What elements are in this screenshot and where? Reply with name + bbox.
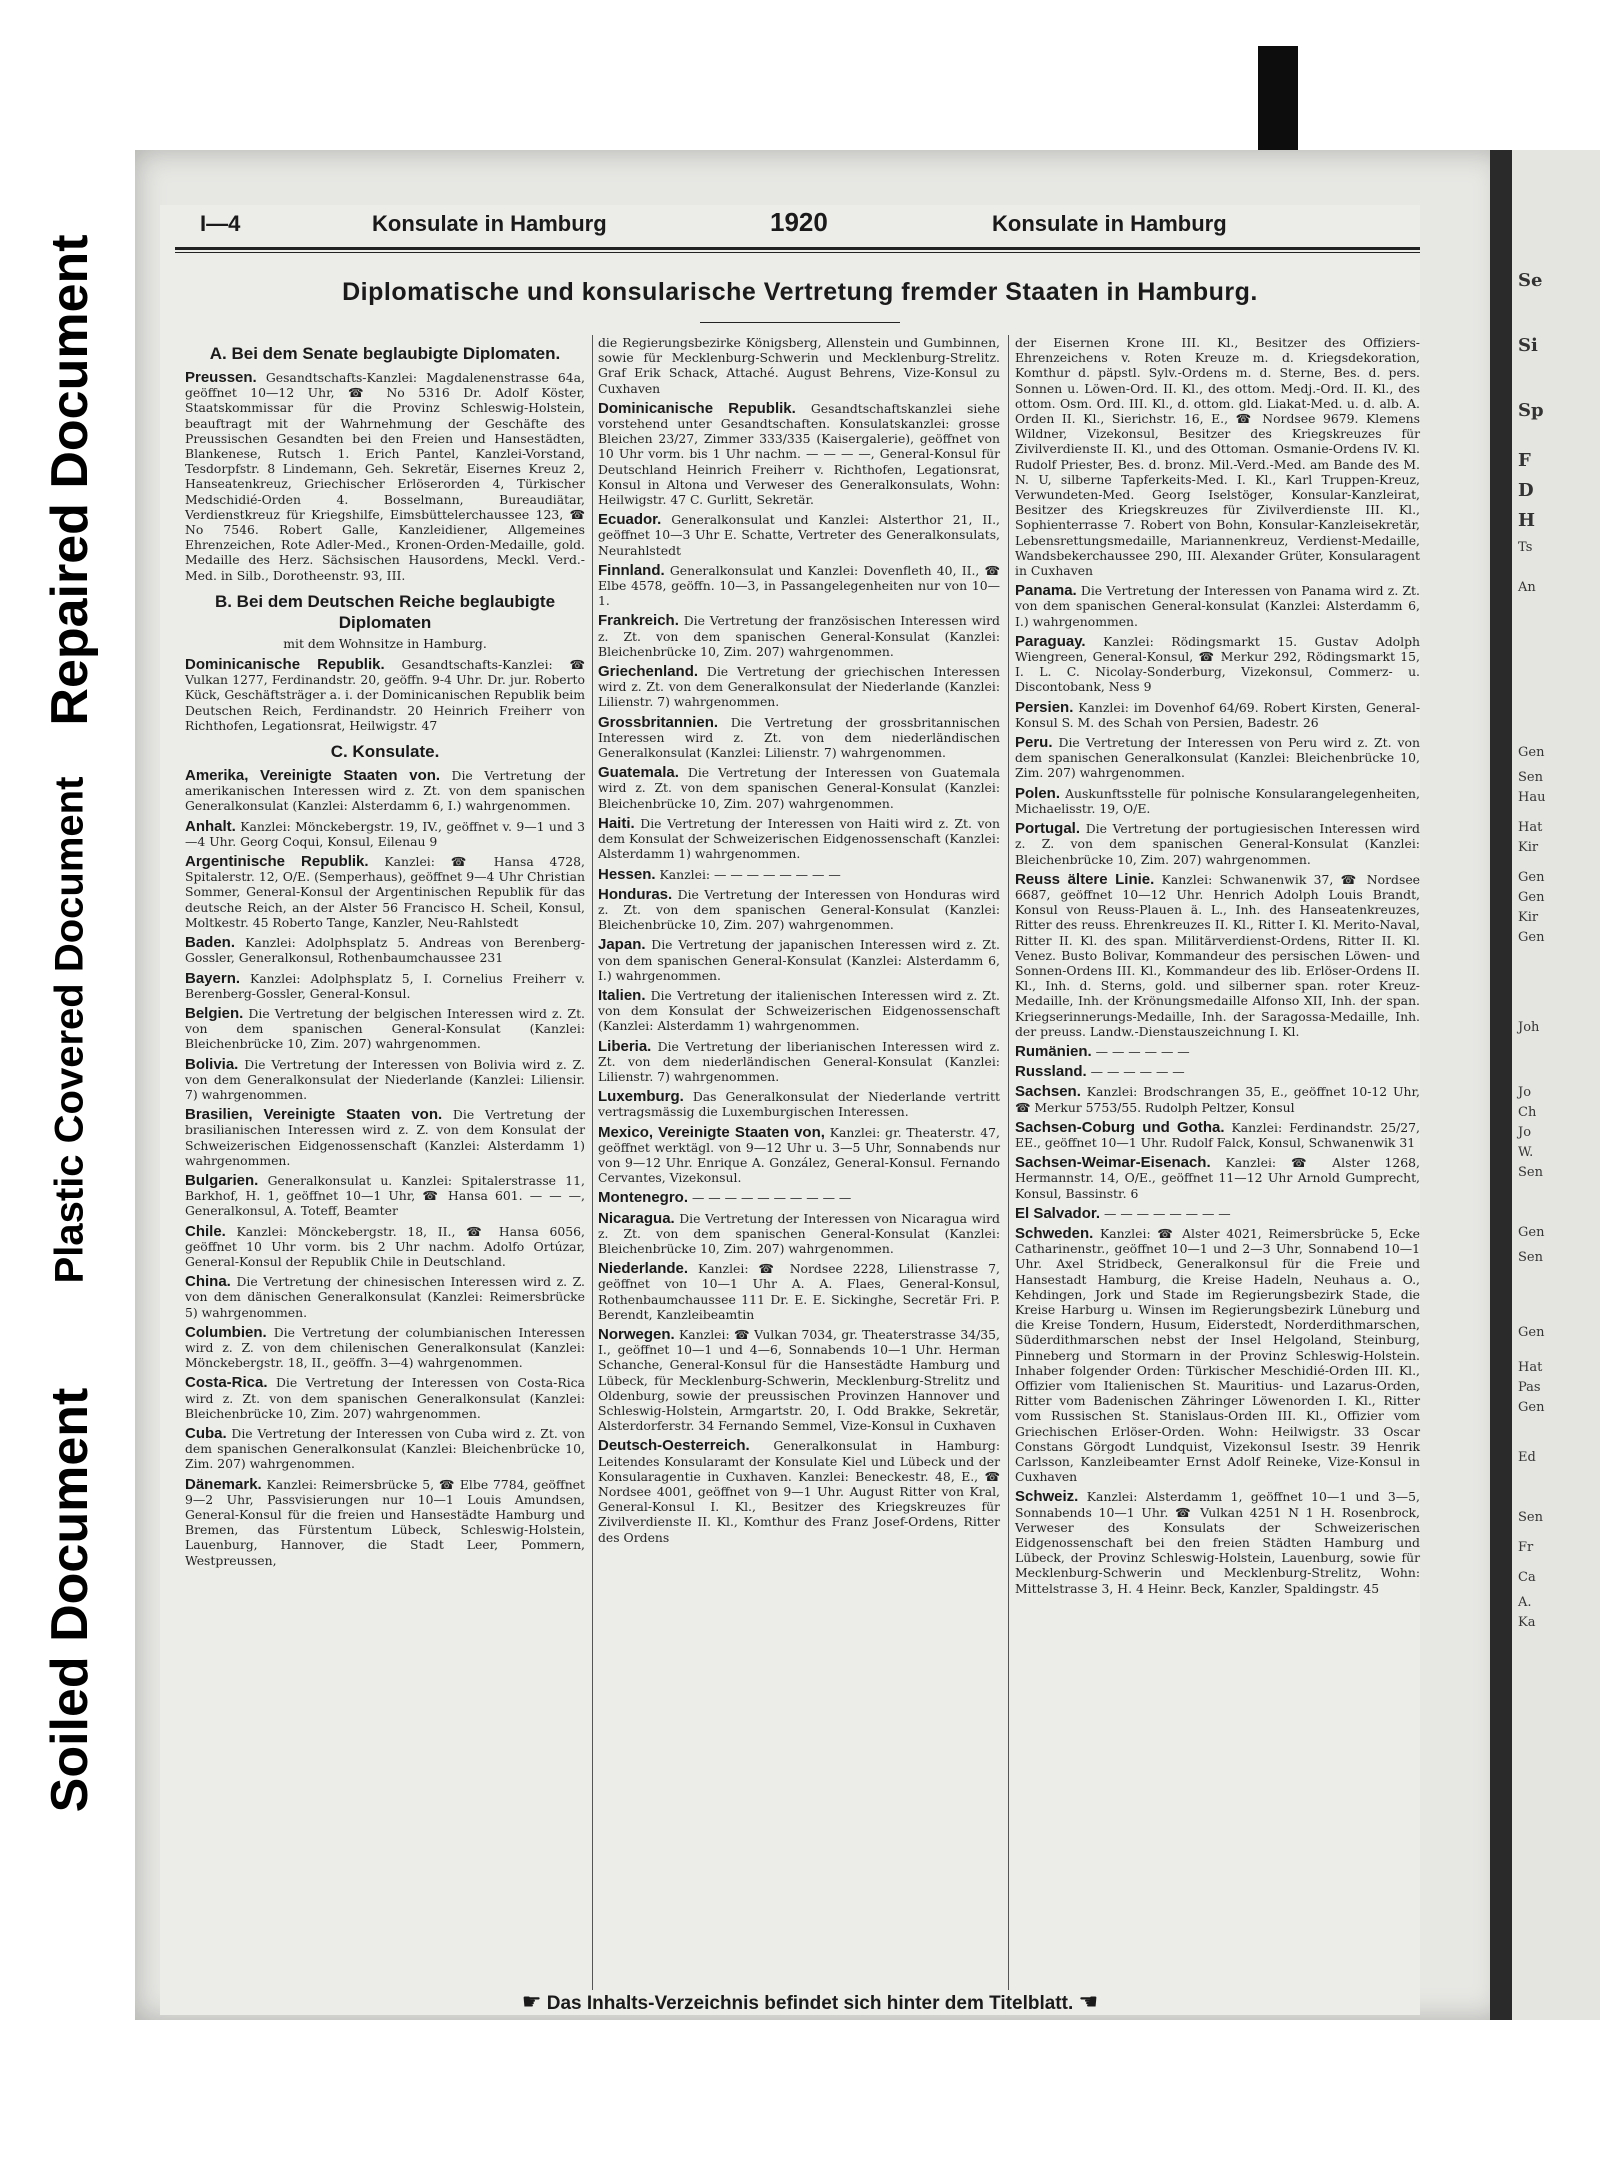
consulate-entry <box>185 1426 585 1472</box>
consulate-entry <box>185 1477 585 1568</box>
entry-country: Italien. <box>598 986 646 1004</box>
entry-text: Kanzlei: Mönckebergstr. 18, II., ☎ Hansa 6056, geöffnet 10 Uhr vorm. bis 2 Uhr nachm. Adolfo Ortúzar, General-Konsul der Republik Chile in Deutschland. <box>185 1223 585 1269</box>
consulate-entry <box>185 1173 585 1219</box>
next-page-text-fragment: Hat <box>1518 1360 1543 1375</box>
entry-country: Mexico, Vereinigte Staaten von, <box>598 1123 825 1141</box>
entry-country: Montenegro. <box>598 1189 688 1207</box>
next-page-text-fragment: Ed <box>1518 1450 1536 1465</box>
consulate-entry <box>598 1327 1000 1433</box>
entry-country: Polen. <box>1015 784 1061 802</box>
consulate-entry <box>1015 1226 1420 1484</box>
consulate-entry <box>598 867 1000 882</box>
column-3 <box>1015 335 1420 1601</box>
next-page-text-fragment: Hat <box>1518 820 1543 835</box>
consulate-entry <box>185 1274 585 1320</box>
header-page-number: I—4 <box>200 211 241 236</box>
entry-country: Nicaragua. <box>598 1209 675 1227</box>
entry-country: Frankreich. <box>598 612 679 630</box>
entry-country: Peru. <box>1015 734 1053 752</box>
entry-text: die Regierungsbezirke Königsberg, Allenstein und Gumbinnen, sowie für Mecklenburg-Schwerin und Mecklenburg-Strelitz. Graf Erik Schack, Attaché. August Behrens, Vize-Konsul zu Cuxhaven <box>598 335 1000 396</box>
column-separator <box>1008 335 1009 1990</box>
consulate-entry <box>598 887 1000 933</box>
entry-country: Anhalt. <box>185 817 236 835</box>
entry-text: Kanzlei: — — — — — — — — <box>659 866 841 882</box>
consulate-entry <box>598 1261 1000 1322</box>
next-page-text-fragment: H <box>1518 510 1536 531</box>
entry-text: Die Vertretung der Interessen von Cuba wird z. Zt. von dem spanischen Generalkonsulat (Kanzlei: Bleichenbrücke 10, Zim. 207) wahrgenommen. <box>185 1425 585 1472</box>
entry-text: Die Vertretung der Interessen von Bolivia wird z. Z. von dem Generalkonsulat der Niederlande (Kanzlei: Liliensir. 7) wahrgenommen. <box>185 1056 585 1102</box>
entry-text: Die Vertretung der portugiesischen Interessen wird z. Z. von dem spanischen General-Konsulat (Kanzlei: Bleichenbrücke 10, Zim. 207) wahrgenommen. <box>1015 821 1420 867</box>
entry-country: Rumänien. <box>1015 1042 1092 1060</box>
consulate-entry <box>598 988 1000 1034</box>
entry-country: Belgien. <box>185 1004 244 1022</box>
next-page-text-fragment: Ca <box>1518 1570 1536 1585</box>
consulate-entry <box>185 1107 585 1168</box>
entry-text: Die Vertretung der Interessen von Guatemala wird z. Zt. von dem spanischen General-Konsulat (Kanzlei: Bleichenbrücke 10, Zim. 207) wahrgenommen. <box>598 765 1000 811</box>
entry-country: Russland. <box>1015 1063 1087 1081</box>
entry-text: Die Vertretung der grossbritannischen Interessen wird z. Zt. von dem niederländischen Generalkonsulat (Kanzlei: Lilienstr. 7) wahrgenommen. <box>598 714 1000 761</box>
entry-text: Die Vertretung der liberianischen Interessen wird z. Zt. von dem niederländischen General-Konsulat (Kanzlei: Lilienstr. 7) wahrgenommen. <box>598 1038 1000 1084</box>
consulate-entry <box>1015 821 1420 867</box>
consulate-entry <box>598 335 1000 396</box>
entry-text: Kanzlei: Schwanenwik 37, ☎ Nordsee 6687, geöffnet 10—12 Uhr. Henrich Adolph Louis Brandt, Konsul von Reuss-Plauen ä. L., Inh. des Hanseatenkreuzes, Ritter des reuss. Ehrenkreuzes II. Kl., Ritter I. Kl. Merito-Naval, Ritter II. Kl. des span. Militärverdienst-Ordens, Ritter II. Kl. Venez. Busto Bolivar, Kommandeur des persischen Löwen- und Sonnen-Ordens III. Kl., Kommandeur des lib. Erlöser-Ordens II. Kl., Inh. d. Sterns, gold. und silberner span. roter Kreuz-Medaille, Inh. der Krönungsmedaille Alfonso XII, Inh. der span. Kriegserinnerungs-Medaille, Inh. der Saragossa-Medaille, Inh. der preuss. Landw.-Dienstauszeichnung I. Kl. <box>1015 871 1420 1039</box>
entry-text: Die Vertretung der französischen Interessen wird z. Zt. von dem spanischen General-Konsulat (Kanzlei: Bleichenbrücke 10, Zim. 207) wahrgenommen. <box>598 613 1000 659</box>
entry-country: China. <box>185 1273 231 1291</box>
consulate-entry <box>185 1325 585 1371</box>
next-page-text-fragment: Gen <box>1518 930 1545 945</box>
pointing-hand-icon: ☛ <box>521 1990 542 2015</box>
consulate-entry <box>1015 1044 1420 1059</box>
entry-country: Dominicanische Republik. <box>185 656 385 674</box>
section-c-heading: C. Konsulate. <box>330 742 440 762</box>
entry-text: Kanzlei: gr. Theaterstr. 47, geöffnet werktägl. von 9—12 Uhr u. 3—5 Uhr, Sonnabends nur von 9—12 Uhr. Enrique A. González, General-Konsul. Fernando Cervantes, Vizekonsul. <box>598 1124 1000 1186</box>
next-page-text-fragment: F <box>1518 450 1531 471</box>
pointing-hand-icon-right: ☚ <box>1078 1990 1099 2015</box>
scan-edge-strip <box>1258 46 1298 166</box>
entry-text: — — — — — — — — <box>1104 1205 1231 1221</box>
consulate-entry <box>1015 1084 1420 1114</box>
side-labels <box>0 0 140 2177</box>
entry-text: Kanzlei: Brodschrangen 35, E., geöffnet 10-12 Uhr, ☎ Merkur 5753/55. Rudolph Peltzer, Konsul <box>1015 1084 1420 1115</box>
entry-text: Das Generalkonsulat der Niederlande vertritt vertragsmässig die Luxemburgischen Interessen. <box>598 1089 1000 1120</box>
consulate-entry <box>1015 1206 1420 1221</box>
entry-country: Brasilien, Vereinigte Staaten von. <box>185 1106 443 1124</box>
entry-country: Baden. <box>185 934 236 952</box>
entry-text: Gesandtschaftskanzlei siehe vorstehend unter Gesandtschaften. Konsulatskanzlei: grosse Bleichen 23/27, Zimmer 333/335 (Kaisergalerie), geöffnet von 10 Uhr vorm. bis 1 Uhr nachm. — — — —, General-Konsul für Deutschland Heinrich Freiherr v. Richthofen, Legationsrat, Konsul in Altona und Verweser des Generalkonsulats, Wohn: Heilwigstr. 47 C. Gurlitt, Sekretär. <box>598 400 1000 508</box>
next-page-text-fragment: D <box>1518 480 1534 501</box>
entry-country: Niederlande. <box>598 1260 689 1278</box>
entry-country: Griechenland. <box>598 663 699 681</box>
entry-text: Auskunftsstelle für polnische Konsularangelegenheiten, Michaelisstr. 19, O/E. <box>1015 785 1420 816</box>
consulate-entry <box>598 1438 1000 1544</box>
next-page-text-fragment: Jo <box>1518 1085 1532 1100</box>
entry-text: Die Vertretung der Interessen von Costa-Rica wird z. Zt. von dem spanischen Generalkonsulat (Kanzlei: Bleichenbrücke 10, Zim. 207) wahrgenommen. <box>185 1375 585 1421</box>
entry-text: Die Vertretung der griechischen Interessen wird z. Zt. von dem Generalkonsulat der Niederlande (Kanzlei: Lilienstr. 7) wahrgenommen. <box>598 664 1000 710</box>
consulate-entry <box>598 1190 1000 1205</box>
consulate-entry <box>185 657 585 733</box>
entry-country: Luxemburg. <box>598 1088 684 1106</box>
entry-country: Japan. <box>598 936 646 954</box>
consulate-entry <box>185 854 585 930</box>
entry-country: Sachsen-Coburg und Gotha. <box>1015 1118 1225 1136</box>
entry-country: Schweiz. <box>1015 1488 1079 1506</box>
entry-country: Costa-Rica. <box>185 1374 268 1392</box>
next-page-text-fragment: Ts <box>1518 540 1533 555</box>
entry-text: Die Vertretung der Interessen von Nicaragua wird z. Zt. von dem spanischen General-Konsulat (Kanzlei: Bleichenbrücke 10, Zim. 207) wahrgenommen. <box>598 1210 1000 1256</box>
consulate-entry <box>185 819 585 849</box>
consulate-entry <box>1015 1489 1420 1595</box>
entry-country: Bayern. <box>185 969 241 987</box>
title-rule <box>700 322 900 323</box>
entry-country: Sachsen. <box>1015 1083 1081 1101</box>
consulate-entry <box>598 1211 1000 1257</box>
entry-text: Kanzlei: Adolphsplatz 5. Andreas von Berenberg-Gossler, Generalkonsul, Rothenbaumchaussee 231 <box>185 935 585 966</box>
entry-text: Die Vertretung der Interessen von Honduras wird z. Zt. von dem spanischen General-Konsulat (Kanzlei: Bleichenbrücke 10, Zim. 207) wahrgenommen. <box>598 886 1000 933</box>
entry-country: Dänemark. <box>185 1475 262 1493</box>
entry-text: Kanzlei: Reimersbrücke 5, ☎ Elbe 7784, geöffnet 9—2 Uhr, Passvisierungen nur 10—1 Louis Amundsen, General-Konsul für die freien und Hansestädte Hamburg und Bremen, das Fürstentum Lübeck, Schleswig-Holstein, Lauenburg, Hannover, die Stadt Leer, Pommern, Westpreussen, <box>185 1476 585 1568</box>
consulate-entry <box>185 1224 585 1270</box>
consulate-entry <box>185 370 585 583</box>
entry-country: Deutsch-Oesterreich. <box>598 1437 750 1455</box>
entry-country: Amerika, Vereinigte Staaten von. <box>185 767 441 785</box>
entry-country: Persien. <box>1015 698 1074 716</box>
next-page-text-fragment: A. <box>1518 1595 1532 1610</box>
entry-text: Kanzlei: ☎ Vulkan 7034, gr. Theaterstrasse 34/35, I., geöffnet 10—1 und 4—6, Sonnabends 10—1 Uhr. Herman Schanche, General-Konsul für die Hansestädte Hamburg und Lübeck, für Mecklenburg-Schwerin, Mecklenburg-Strelitz und Oldenburg, sowie der preussischen Provinzen Hannover und Schleswig-Holstein, Armgartstr. 20, I. Odd Brakke, Sekretär, Alsterdorferstr. 34 Fernando Semmel, Vize-Konsul in Cuxhaven <box>598 1326 1000 1434</box>
header-left-title: Konsulate in Hamburg <box>372 211 607 236</box>
entry-country: Portugal. <box>1015 820 1081 838</box>
entry-text: Kanzlei: Adolphsplatz 5, I. Cornelius Freiherr v. Berenberg-Gossler, General-Konsul. <box>185 970 585 1001</box>
entry-country: Schweden. <box>1015 1224 1094 1242</box>
entry-text: Die Vertretung der Interessen von Peru wird z. Zt. von dem spanischen Generalkonsulat (Kanzlei: Bleichenbrücke 10, Zim. 207) wahrgenommen. <box>1015 735 1420 781</box>
consulate-entry <box>598 1125 1000 1186</box>
consulate-entry <box>1015 634 1420 695</box>
next-page-text-fragment: Joh <box>1518 1020 1540 1035</box>
entry-text: Die Vertretung der Interessen von Haiti wird z. Zt. von dem Konsulat der Schweizerischen Eidgenossenschaft (Kanzlei: Alsterdamm 1) wahrgenommen. <box>598 815 1000 862</box>
entry-text: — — — — — — <box>1090 1064 1185 1080</box>
next-page-text-fragment: Gen <box>1518 745 1545 760</box>
consulate-entry <box>1015 700 1420 730</box>
consulate-entry <box>185 768 585 814</box>
entry-text: Generalkonsulat und Kanzlei: Dovenfleth 40, II., ☎ Elbe 4578, geöffn. 10—3, in Passangelegenheiten nur von 10—1. <box>598 562 1000 609</box>
consulate-entry <box>185 935 585 965</box>
consulate-entry <box>1015 872 1420 1039</box>
consulate-entry <box>185 971 585 1001</box>
entry-text: Die Vertretung der chinesischen Interessen wird z. Z. von dem dänischen Generalkonsulat (Kanzlei: Reimersbrücke 5) wahrgenommen. <box>185 1274 585 1320</box>
entry-text: — — — — — — <box>1095 1043 1190 1059</box>
entry-text: Generalkonsulat u. Kanzlei: Spitalerstrasse 11, Barkhof, H. 1, geöffnet 10—1 Uhr, ☎ Hansa 601. — — —, Generalkonsul, A. Toteff, Beamter <box>185 1172 585 1219</box>
column-1 <box>185 335 585 1573</box>
next-page-text-fragment: Pas <box>1518 1380 1541 1395</box>
entry-text: Gesandtschafts-Kanzlei: Magdalenenstrasse 64a, geöffnet 10—12 Uhr, ☎ No 5316 Dr. Adolf Köster, Staatskommissar für die Provinz Schleswig-Holstein, beauftragt mit der Wahrnehmung der Geschäfte des Preussischen Gesandten bei den Freien und Hansestädten, Blankenese, Rutsch 1. Erich Pantel, Kanzlei-Vorstand, Tesdorpfstr. 8 Lindemann, Geh. Sekretär, Eisernes Kreuz 2, Hanseatenkreuz, Griechischer Erlöserorden 4, Türkischer Medschidié-Orden 4. Bosselmann, Bureaudiätar, Verdienstkreuz für Kriegshilfe, Eimsbüttelerchaussee 123, ☎ No 7546. Robert Galle, Kanzleidiener, Allgemeines Ehrenzeichen, Rote Adler-Med., Kronen-Orden-Medaille, gold. Medaille des Herz. Sächsischen Hausordens, Meckl. Verd.-Med. in Silb., Dorotheenstr. 93, III. <box>185 370 585 583</box>
column-separator <box>592 335 593 1990</box>
consulate-entry <box>598 765 1000 811</box>
entry-text: Die Vertretung der japanischen Interessen wird z. Zt. von dem spanischen General-Konsulat (Kanzlei: Alsterdamm 6, I.) wahrgenommen. <box>598 937 1000 983</box>
entry-text: Kanzlei: Mönckebergstr. 19, IV., geöffnet v. 9—1 und 3—4 Uhr. Georg Coqui, Konsul, Eilenau 9 <box>185 818 585 849</box>
page-title: Diplomatische und konsularische Vertretung fremder Staaten in Hamburg. <box>342 278 1258 306</box>
next-page-text-fragment: Kir <box>1518 910 1539 925</box>
next-page-text-fragment: Sp <box>1518 400 1544 421</box>
consulate-entry <box>598 563 1000 609</box>
consulate-entry <box>598 715 1000 761</box>
next-page-text-fragment: An <box>1518 580 1536 595</box>
next-page-text-fragment: Si <box>1518 335 1538 356</box>
entry-country: Norwegen. <box>598 1325 675 1343</box>
entry-country: Guatemala. <box>598 764 679 782</box>
page-header <box>200 205 1420 245</box>
entry-text: der Eisernen Krone III. Kl., Besitzer des Offiziers-Ehrenzeichens v. Roten Kreuze m. d. Kriegsdekoration, Komthur d. päpstl. Sylv.-Ordens m. d. Sterne, Bes. d. pers. Sonnen u. Löwen-Ord. II. Kl., des ottom. Medj.-Ord. II. Kl., des ottom. Osm. Ord. III. Kl., d. ottom. gld. Liakat-Med. u. d. alb. A. Orden II. Kl., Sierichstr. 16, E., ☎ Nordsee 9679. Klemens Wildner, Vizekonsul, Besitzer des Kriegskreuzes für Zivilverdienste II. Kl., und des Ottoman. Osmanie-Ordens IV. Kl. Rudolf Priester, Bes. d. bronz. Mil.-Verd.-Med. am Bande des M. N. U, silberne Tapferkeits-Med. I. Kl., Karl Truppen-Kreuz, Verwundeten-Med. Georg Iselstöger, Konsular-Kanzleirat, Besitzer des Kriegskreuzes für Zivilverdienste III. Kl., Sophienterrasse 7. Robert von Bohn, Konsular-Kanzleisekretär, Lebensrettungsmedaille, Mariannenkreuz, Verdienst-Medaille, Wandsbekerchaussee 290, III. Alexander Grüter, Konsularagent in Cuxhaven <box>1015 335 1420 579</box>
header-right-title: Konsulate in Hamburg <box>992 211 1227 236</box>
next-page-text-fragment: Sen <box>1518 1250 1543 1265</box>
entry-text: Die Vertretung der brasilianischen Interessen wird z. Z. von dem Konsulat der Schweizerischen Eidgenossenschaft (Kanzlei: Alsterdamm 1) wahrgenommen. <box>185 1107 585 1168</box>
entry-text: Die Vertretung der belgischen Interessen wird z. Zt. von dem spanischen General-Konsulat (Kanzlei: Bleichenbrücke 10, Zim. 207) wahrgenommen. <box>185 1005 585 1052</box>
next-page-text-fragment: Gen <box>1518 870 1545 885</box>
next-page-text-fragment: Sen <box>1518 770 1543 785</box>
footer-text: Das Inhalts-Verzeichnis befindet sich hinter dem Titelblatt. <box>546 1993 1074 2014</box>
next-page-text-fragment: Ka <box>1518 1615 1536 1630</box>
header-rule <box>175 247 1420 250</box>
section-b-heading: B. Bei dem Deutschen Reiche beglaubigte Diplomaten <box>214 591 556 632</box>
entry-country: Ecuador. <box>598 511 662 529</box>
entry-country: Argentinische Republik. <box>185 853 369 871</box>
next-page-text-fragment: Ch <box>1518 1105 1537 1120</box>
consulate-entry <box>185 1375 585 1421</box>
entry-text: Kanzlei: ☎ Hansa 4728, Spitalerstr. 12, O/E. (Semperhaus), geöffnet 9—4 Uhr Christian Sommer, General-Konsul der Argentinischen Republik für das deutsche Reich, an der Alster 56 Francisco H. Scheil, Konsul, Moltkestr. 45 Roberto Tange, Kanzler, Neu-Rahlstedt <box>185 854 585 930</box>
entry-text: Die Vertretung der amerikanischen Interessen wird z. Zt. von dem spanischen Generalkonsulat (Kanzlei: Alsterdamm 6, I.) wahrgenommen. <box>185 768 585 814</box>
entry-text: Kanzlei: ☎ Alster 1268, Hermannstr. 14, O/E., geöffnet 11—12 Uhr Arnold Gumprecht, Konsul, Bassinstr. 6 <box>1015 1155 1420 1201</box>
consulate-entry <box>598 664 1000 710</box>
next-page-text-fragment: Kir <box>1518 840 1539 855</box>
page-footer <box>200 1990 1420 2015</box>
header-rule-thin <box>175 252 1420 253</box>
entry-country: Grossbritannien. <box>598 713 719 731</box>
next-page-text-fragment: Gen <box>1518 1400 1545 1415</box>
consulate-entry <box>598 613 1000 659</box>
entry-country: Preussen. <box>185 369 257 386</box>
consulate-entry <box>185 1057 585 1103</box>
entry-text: Die Vertretung der columbianischen Interessen wird z. Z. von dem chilenischen Generalkonsulat (Kanzlei: Mönckebergstr. 18, II., geöffn. 3—4) wahrgenommen. <box>185 1324 585 1371</box>
section-a-heading: A. Bei dem Senate beglaubigte Diplomaten. <box>209 344 561 363</box>
next-page-text-fragment: Sen <box>1518 1165 1543 1180</box>
entry-country: Dominicanische Republik. <box>598 399 796 417</box>
entry-country: Hessen. <box>598 865 656 883</box>
entry-text: — — — — — — — — — — <box>691 1190 852 1206</box>
consulate-entry <box>1015 735 1420 781</box>
consulate-entry <box>598 816 1000 862</box>
entry-country: Finnland. <box>598 561 665 579</box>
consulate-entry <box>1015 1120 1420 1150</box>
consulate-entry <box>1015 335 1420 578</box>
next-page-text-fragment: Jo <box>1518 1125 1532 1140</box>
consulate-entry <box>1015 786 1420 816</box>
entry-text: Kanzlei: ☎ Nordsee 2228, Lilienstrasse 7, geöffnet von 10—1 Uhr A. A. Flaes, General-Konsul, Rothenbaumchaussee 111 Dr. E. E. Sickinghe, Secretär Fri. P. Berendt, Kanzleibeamtin <box>598 1261 1000 1322</box>
entry-country: Haiti. <box>598 814 635 832</box>
soiled-label: Soiled Document <box>41 1387 99 1813</box>
next-page-text-fragment: Fr <box>1518 1540 1534 1555</box>
section-b-subheading: mit dem Wohnsitze in Hamburg. <box>283 635 487 651</box>
consulate-entry <box>185 1006 585 1052</box>
consulate-entry <box>598 512 1000 558</box>
entry-country: Chile. <box>185 1222 226 1240</box>
consulate-entry <box>598 1089 1000 1119</box>
entry-country: Reuss ältere Linie. <box>1015 870 1155 888</box>
next-page-text-fragment: Gen <box>1518 890 1545 905</box>
next-page-text-fragment: Se <box>1518 270 1543 291</box>
book-gutter <box>1490 150 1512 2020</box>
entry-text: Kanzlei: im Dovenhof 64/69. Robert Kirsten, General-Konsul S. M. des Schah von Persien, Badestr. 26 <box>1015 699 1420 730</box>
consulate-entry <box>598 1039 1000 1085</box>
consulate-entry <box>1015 1064 1420 1079</box>
entry-text: Gesandtschafts-Kanzlei: ☎ Vulkan 1277, Ferdinandstr. 20, geöffn. 9-4 Uhr. Dr. jur. Roberto Kück, Geschäftsträger a. i. der Dominicanischen Republik beim Deutschen Reich, Ferdinandstr. 20 Heinrich Freiherr von Richthofen, Legationsrat, Heilwigstr. 47 <box>185 657 585 733</box>
entry-country: Bulgarien. <box>185 1171 259 1189</box>
entry-country: Liberia. <box>598 1037 652 1055</box>
column-2 <box>598 335 1000 1550</box>
entry-country: El Salvador. <box>1015 1204 1101 1222</box>
next-page-text-fragment: Gen <box>1518 1225 1545 1240</box>
entry-text: Generalkonsulat und Kanzlei: Alsterthor 21, II., geöffnet 10—3 Uhr E. Schatte, Vertreter des Generalkonsulats, Neurahlstedt <box>598 512 1000 558</box>
next-page-fragment <box>1512 150 1600 2020</box>
entry-country: Paraguay. <box>1015 632 1086 650</box>
next-page-text-fragment: Hau <box>1518 790 1546 805</box>
next-page-text-fragment: Gen <box>1518 1325 1545 1340</box>
entry-country: Columbien. <box>185 1323 267 1341</box>
plastic-covered-label: Plastic Covered Document <box>47 776 92 1284</box>
consulate-entry <box>1015 583 1420 629</box>
entry-text: Kanzlei: ☎ Alster 4021, Reimersbrücke 5, Ecke Catharinenstr., geöffnet 10—1 und 2—3 Uhr, Sonnabend 10—1 Uhr. Axel Stridbeck, Generalkonsul für die Freie und Hansestadt Hamburg, die Kreise Hadeln, Neuhaus a. O., Kehdingen, Jork und Stade im Regierungsbezirk Stade, die Kreise Harburg u. Winsen im Regierungsbezirk Lüneburg und die Kreise Tondern, Husum, Eiderstedt, Norderdithmarschen, Süderdithmarschen nebst der Insel Helgoland, Steinburg, Pinneberg und Stormarn in der Provinz Schleswig-Holstein. Inhaber folgender Orden: Türkischer Meschidié-Orden III. Kl., Offizier vom Italienischen St. Mauritius- und Lazarus-Orden, Ritter vom Badenischen Zähringer Löwenorden I. Kl., Ritter vom Russischen St. Stanislaus-Orden III. Kl., Offizier vom Griechischen Erlöser-Orden. Wohn: Heilwigstr. 33 Oscar Constans Görgodt Lundquist, Vizekonsul Isestr. 39 Henrik Carlsson, Kanzleibeamter Ernst Adolf Reineke, Vize-Konsul in Cuxhaven <box>1015 1225 1420 1485</box>
entry-country: Honduras. <box>598 885 673 903</box>
entry-text: Kanzlei: Rödingsmarkt 15. Gustav Adolph Wiengreen, General-Konsul, ☎ Merkur 292, Rödingsmarkt 15, I. L. C. Nicolay-Sonderburg, Vizekonsul, Commerz- u. Discontobank, Ness 9 <box>1015 633 1420 695</box>
consulate-entry <box>598 937 1000 983</box>
consulate-entry <box>1015 1155 1420 1201</box>
entry-text: Generalkonsulat in Hamburg: Leitendes Konsularamt der Konsulate Kiel und Lübeck und der Konsularagentie in Cuxhaven. Kanzlei: Beneckestr. 48, E., ☎ Nordsee 4001, geöffnet von 9—1 Uhr. August Ritter von Kral, General-Konsul I. Kl., Besitzer des Kriegskreuzes für Zivilverdienste II. Kl., Komthur des Franz Josef-Ordens, Ritter des Ordens <box>598 1438 1000 1545</box>
entry-country: Sachsen-Weimar-Eisenach. <box>1015 1154 1211 1172</box>
entry-country: Panama. <box>1015 582 1077 600</box>
header-year: 1920 <box>770 207 828 237</box>
entry-text: Kanzlei: Alsterdamm 1, geöffnet 10—1 und 3—5, Sonnabends 10—1 Uhr. ☎ Vulkan 4251 N 1 H. Rosenbrock, Verweser des Konsulats der Schweizerischen Eidgenossenschaft bei den freien Städten Hamburg und Lübeck, der Provinz Schleswig-Holstein, Lauenburg, sowie für Mecklenburg-Schwerin und Mecklenburg-Strelitz, Wohn: Mittelstrasse 3, H. 4 Heinr. Beck, Kanzler, Spaldingstr. 45 <box>1015 1489 1420 1596</box>
entry-text: Die Vertretung der italienischen Interessen wird z. Zt. von dem Konsulat der Schweizerischen Eidgenossenschaft (Kanzlei: Alsterdamm 1) wahrgenommen. <box>598 987 1000 1034</box>
next-page-text-fragment: Sen <box>1518 1510 1543 1525</box>
entry-text: Kanzlei: Ferdinandstr. 25/27, EE., geöffnet 10—1 Uhr. Rudolf Falck, Konsul, Schwanenwik 31 <box>1015 1119 1420 1150</box>
entry-text: Die Vertretung der Interessen von Panama wird z. Zt. von dem spanischen General-konsulat (Kanzlei: Alsterdamm 6, I.) wahrgenommen. <box>1015 583 1420 629</box>
entry-country: Cuba. <box>185 1424 227 1442</box>
entry-country: Bolivia. <box>185 1055 239 1073</box>
repaired-label: Repaired Document <box>41 234 99 726</box>
consulate-entry <box>598 401 1000 507</box>
next-page-text-fragment: W. <box>1518 1145 1534 1160</box>
